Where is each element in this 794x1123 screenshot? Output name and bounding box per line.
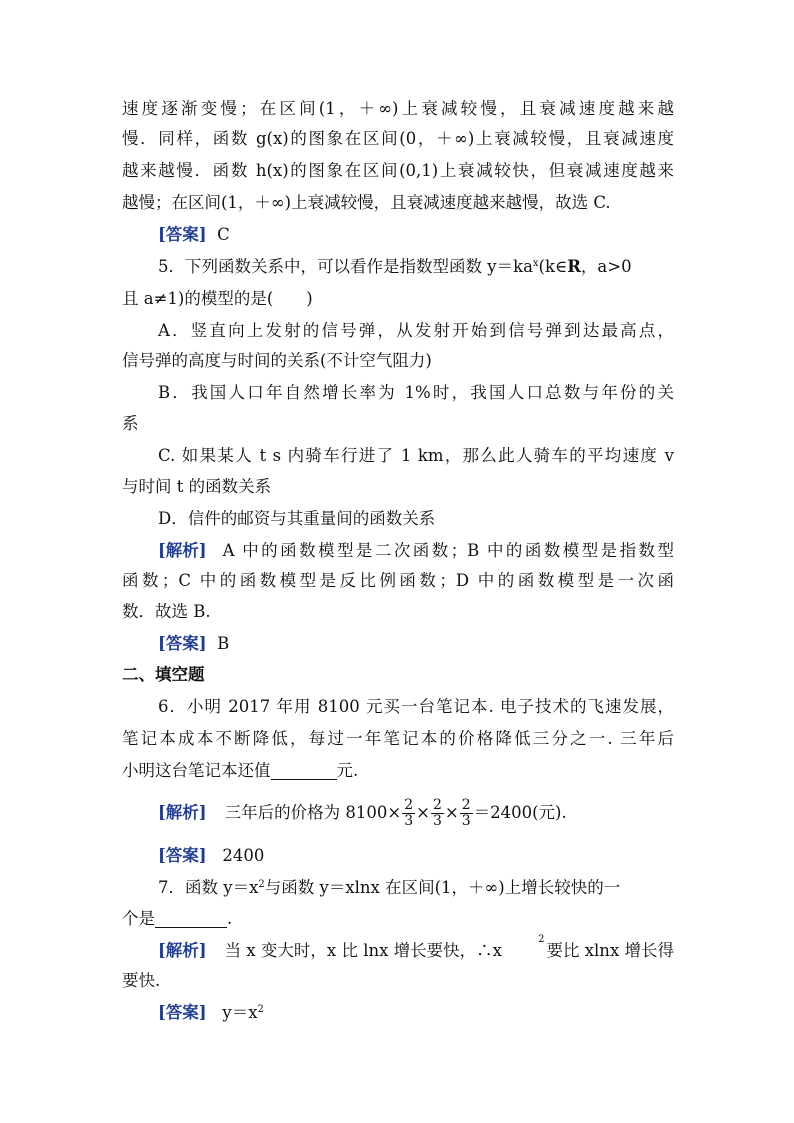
stem-text: 个是 — [122, 909, 155, 928]
fill-blank — [155, 910, 227, 928]
analysis-text: A 中的函数模型是二次函数；B 中的函数模型是指数型 — [222, 541, 674, 560]
analysis-label: [解析] — [158, 803, 207, 822]
option-d: D．信件的邮资与其重量间的函数关系 — [158, 509, 436, 528]
answer-value: C — [217, 225, 230, 244]
analysis-line — [158, 790, 567, 836]
stem-text: 5．下列函数关系中，可以看作是指数型函数 y＝ka — [158, 257, 533, 276]
analysis-label: [解析] — [158, 541, 207, 560]
superscript: 2 — [257, 1004, 264, 1015]
answer-line — [158, 845, 264, 867]
stem-text: ，a>0 — [580, 257, 632, 276]
analysis-text: 三年后的价格为 8100 — [224, 803, 388, 822]
text-line: 慢．同样，函数 g(x)的图象在区间(0，＋∞)上衰减较慢，且衰减速度 — [122, 129, 674, 148]
fraction — [460, 798, 473, 829]
option-a: A．竖直向上发射的信号弹，从发射开始到信号弹到达最高点， — [158, 321, 674, 340]
text-line: 越慢；在区间(1，＋∞)上衰减较慢，且衰减速度越来越慢，故选 C. — [122, 193, 611, 212]
option-c-cont: 与时间 t 的函数关系 — [122, 477, 272, 496]
times-sign: × — [387, 803, 402, 822]
option-b: B．我国人口年自然增长率为 1%时，我国人口总数与年份的关 — [158, 383, 674, 402]
question-6-stem: 6．小明 2017 年用 8100 元买一台笔记本. 电子技术的飞速发展， — [158, 697, 674, 716]
superscript: 2 — [538, 934, 545, 945]
fraction-numerator: 2 — [461, 797, 471, 813]
analysis-label: [解析] — [158, 941, 207, 960]
text-line — [122, 908, 232, 930]
answer-label: [答案] — [158, 846, 207, 865]
question-7-stem — [158, 877, 620, 899]
option-a-cont: 信号弹的高度与时间的关系(不计空气阻力) — [122, 351, 432, 370]
fraction-numerator: 2 — [432, 797, 442, 813]
text-line: 数．故选 B. — [122, 602, 211, 621]
answer-label: [答案] — [158, 225, 207, 244]
stem-text: 元. — [336, 761, 359, 780]
answer-label: [答案] — [158, 1003, 207, 1022]
fill-blank — [271, 762, 337, 780]
fraction-denominator: 3 — [461, 813, 471, 829]
question-5-stem — [158, 256, 632, 278]
fraction — [402, 798, 415, 829]
fraction-denominator: 3 — [432, 813, 442, 829]
analysis-text-part: 当 x 变大时，x 比 lnx 增长要快，∴x — [224, 941, 502, 960]
fraction-denominator: 3 — [404, 813, 414, 829]
set-symbol: R — [567, 257, 581, 276]
text-line: 且 a≠1)的模型的是( ) — [122, 289, 313, 308]
fraction-numerator: 2 — [404, 797, 414, 813]
stem-text: (k∈ — [538, 257, 568, 276]
text-line: 越来越慢．函数 h(x)的图象在区间(0,1)上衰减较快，但衰减速度越来 — [122, 161, 674, 180]
superscript: 2 — [258, 879, 265, 890]
times-sign: × — [416, 803, 430, 822]
option-c: C. 如果某人 t s 内骑车行进了 1 km，那么此人骑车的平均速度 v — [158, 446, 674, 465]
analysis-line — [158, 934, 674, 962]
text-line: 笔记本成本不断降低，每过一年笔记本的价格降低三分之一. 三年后 — [122, 729, 674, 748]
text-line: 速度逐渐变慢；在区间(1，＋∞)上衰减较慢，且衰减速度越来越 — [122, 99, 674, 118]
analysis-text-part: 要比 xlnx 增长得 — [546, 941, 674, 960]
stem-text: 7．函数 y＝x — [158, 878, 259, 897]
answer-value: B — [217, 634, 230, 653]
text-line: 要快. — [122, 971, 161, 990]
answer-label: [答案] — [158, 634, 207, 653]
option-b-cont: 系 — [122, 414, 139, 433]
analysis-line — [158, 540, 674, 562]
answer-value: 2400 — [222, 846, 265, 865]
answer-line — [158, 633, 229, 655]
analysis-text: ＝2400(元). — [473, 803, 567, 822]
answer-line — [158, 224, 230, 246]
answer-value: y＝x — [222, 1003, 258, 1022]
stem-text: . — [227, 909, 233, 928]
text-line — [122, 760, 358, 782]
fraction — [431, 798, 444, 829]
times-sign: × — [444, 803, 459, 822]
stem-text: 与函数 y＝xlnx 在区间(1，＋∞)上增长较快的一 — [264, 878, 621, 897]
stem-text: 小明这台笔记本还值 — [122, 761, 271, 780]
answer-line — [158, 1002, 264, 1024]
section-heading: 二、填空题 — [122, 665, 205, 684]
text-line: 函数；C 中的函数模型是反比例函数；D 中的函数模型是一次函 — [122, 571, 674, 590]
analysis-text — [224, 934, 674, 962]
superscript: x — [532, 258, 539, 269]
